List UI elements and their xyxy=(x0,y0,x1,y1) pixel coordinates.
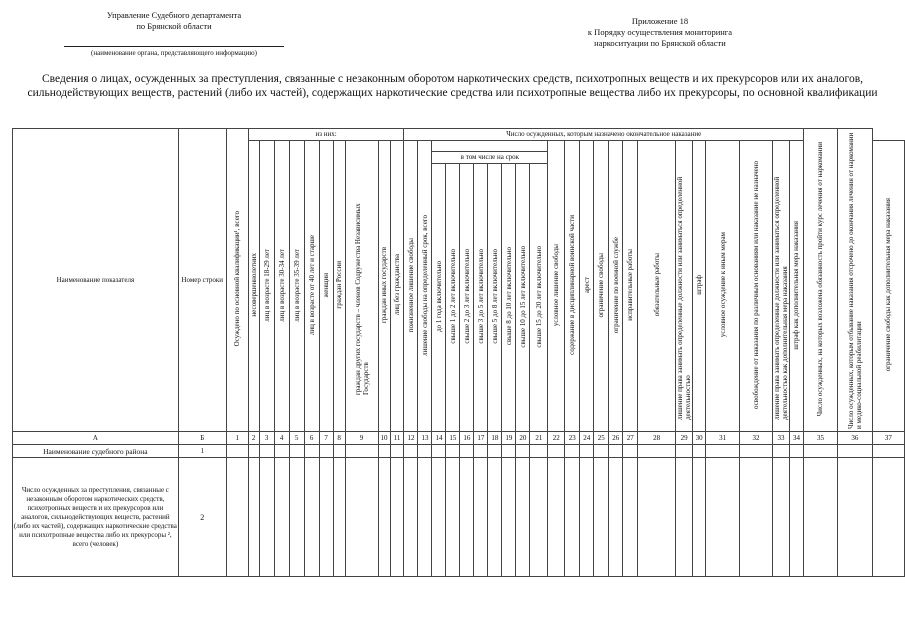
appendix-line-3: наркоситуации по Брянской области xyxy=(594,38,726,48)
column-header-term-5-text: свыше 5 до 8 лет включительно xyxy=(490,249,499,344)
data-cell-row1-col-11 xyxy=(390,445,404,458)
column-header-penalty-5 xyxy=(609,141,623,432)
data-cell-row1-col-16 xyxy=(460,445,474,458)
column-header-penalty-4 xyxy=(594,141,609,432)
column-number-11: 11 xyxy=(390,432,404,445)
column-number-18: 18 xyxy=(488,432,502,445)
column-header-penalty-9-text: штраф xyxy=(695,275,704,295)
column-header-term-3 xyxy=(460,164,474,432)
column-header-penalty-13-text: штраф как дополнительная мера наказания xyxy=(792,220,801,350)
column-number-26: 26 xyxy=(609,432,623,445)
data-cell-row2-col-20 xyxy=(516,458,530,577)
column-header-term-2-text: свыше 1 до 2 лет включительно xyxy=(448,249,457,344)
data-cell-row1-col-31 xyxy=(706,445,740,458)
column-number-31: 31 xyxy=(706,432,740,445)
data-cell-row1-col-26 xyxy=(609,445,623,458)
column-header-penalty-9 xyxy=(693,141,706,432)
column-header-of-them-5-text: лиц в возрасте от 40 лет и старше xyxy=(307,234,316,336)
data-cell-row2-col-4 xyxy=(274,458,289,577)
data-cell-row2-col-17 xyxy=(474,458,488,577)
column-header-fixed-term xyxy=(418,141,432,432)
column-number-7: 7 xyxy=(319,432,333,445)
column-header-deferred-sentence xyxy=(837,129,872,432)
data-cell-row2-col-12 xyxy=(404,458,418,577)
column-number-32: 32 xyxy=(740,432,773,445)
data-cell-row2-col-32 xyxy=(740,458,773,577)
column-group-of-them: из них: xyxy=(248,129,404,141)
column-number-21: 21 xyxy=(530,432,548,445)
row-label-court-district: Наименование судебного района xyxy=(13,445,179,458)
data-cell-row1-col-4 xyxy=(274,445,289,458)
table-row-convicted-count xyxy=(13,458,905,577)
column-header-term-1-text: до 1 года включительно xyxy=(434,260,443,332)
column-number-5: 5 xyxy=(289,432,304,445)
data-cell-row1-col-3 xyxy=(259,445,274,458)
column-header-term-6-text: свыше 8 до 10 лет включительно xyxy=(504,247,513,346)
data-cell-row2-col-11 xyxy=(390,458,404,577)
column-header-term-7-text: свыше 10 до 15 лет включительно xyxy=(518,245,527,348)
header-row-1 xyxy=(13,129,905,141)
column-header-term-8-text: свыше 15 до 20 лет включительно xyxy=(534,245,543,348)
data-cell-row1-col-18 xyxy=(488,445,502,458)
column-number-4: 4 xyxy=(274,432,289,445)
column-number-17: 17 xyxy=(474,432,488,445)
column-header-of-them-3 xyxy=(274,141,289,432)
org-caption: (наименование органа, представляющего информацию) xyxy=(64,46,284,59)
data-cell-row1-col-17 xyxy=(474,445,488,458)
column-number-22: 22 xyxy=(548,432,565,445)
data-cell-row2-col-35 xyxy=(803,458,837,577)
column-header-of-them-4 xyxy=(289,141,304,432)
data-cell-row2-col-2 xyxy=(248,458,259,577)
appendix-block xyxy=(560,16,760,49)
column-header-penalty-14 xyxy=(872,141,904,432)
column-number-36: 36 xyxy=(837,432,872,445)
data-cell-row1-col-35 xyxy=(803,445,837,458)
column-header-of-them-9-text: граждан иных государств xyxy=(380,246,388,323)
column-header-total-text: Осуждено по основной квалификации¹, всего xyxy=(233,211,242,347)
data-cell-row1-col-27 xyxy=(623,445,638,458)
column-header-of-them-1 xyxy=(248,141,259,432)
data-cell-row1-col-6 xyxy=(304,445,319,458)
column-number-37: 37 xyxy=(872,432,904,445)
column-number-6: 6 xyxy=(304,432,319,445)
column-letter-b: Б xyxy=(178,432,226,445)
column-number-8: 8 xyxy=(333,432,345,445)
data-cell-row1-col-25 xyxy=(594,445,609,458)
data-cell-row2-col-36 xyxy=(837,458,872,577)
data-cell-row2-col-7 xyxy=(319,458,333,577)
data-cell-row1-col-22 xyxy=(548,445,565,458)
column-header-penalty-10 xyxy=(706,141,740,432)
column-header-of-them-9 xyxy=(378,141,390,432)
data-cell-row2-col-23 xyxy=(565,458,580,577)
column-header-of-them-2-text: лиц в возрасте 18-29 лет xyxy=(262,248,271,322)
column-header-penalty-1-text: условное лишение свободы xyxy=(552,243,561,327)
data-cell-row1-col-28 xyxy=(638,445,676,458)
column-header-penalty-12-text: лишение права занимать определенные должности или заниматься определенной деятельностью как дополнительная мера наказания xyxy=(772,176,789,420)
column-header-penalty-6 xyxy=(623,141,638,432)
data-cell-row2-col-26 xyxy=(609,458,623,577)
column-number-27: 27 xyxy=(623,432,638,445)
column-number-20: 20 xyxy=(516,432,530,445)
org-name-line-1: Управление Судебного департамента xyxy=(106,10,242,20)
data-cell-row1-col-8 xyxy=(333,445,345,458)
column-header-of-them-6-text: женщин xyxy=(322,272,331,298)
data-cell-row1-col-7 xyxy=(319,445,333,458)
data-cell-row1-col-19 xyxy=(502,445,516,458)
data-cell-row2-col-22 xyxy=(548,458,565,577)
column-number-29: 29 xyxy=(676,432,693,445)
data-cell-row1-col-1 xyxy=(226,445,248,458)
column-header-term-2 xyxy=(446,164,460,432)
column-number-1: 1 xyxy=(226,432,248,445)
column-number-28: 28 xyxy=(638,432,676,445)
column-number-34: 34 xyxy=(789,432,803,445)
data-cell-row2-col-24 xyxy=(580,458,594,577)
column-header-penalty-4-text: ограничение свободы xyxy=(597,252,606,318)
data-cell-row1-col-10 xyxy=(378,445,390,458)
data-cell-row2-col-33 xyxy=(772,458,789,577)
column-header-penalty-2 xyxy=(565,141,580,432)
column-header-of-them-6 xyxy=(319,141,333,432)
column-header-term-8 xyxy=(530,164,548,432)
table-row-court-district xyxy=(13,445,905,458)
data-cell-row1-col-5 xyxy=(289,445,304,458)
column-header-of-them-10-text: лиц без гражданства xyxy=(392,254,401,316)
column-header-treatment-course-text: Число осужденных, на которых возложена обязанность пройти курс лечения от наркомании xyxy=(816,141,825,417)
column-group-sentenced: Число осужденных, которым назначено окончательное наказание xyxy=(404,129,803,141)
column-header-penalty-7 xyxy=(638,141,676,432)
column-header-treatment-course xyxy=(803,129,837,432)
column-header-of-them-3-text: лиц в возрасте 30-34 лет xyxy=(277,248,286,322)
data-cell-row2-col-27 xyxy=(623,458,638,577)
data-cell-row1-col-12 xyxy=(404,445,418,458)
data-cell-row2-col-13 xyxy=(418,458,432,577)
column-header-term-4-text: свыше 3 до 5 лет включительно xyxy=(476,249,485,344)
row-label-convicted-count: Число осужденных за преступления, связанные с незаконным оборотом наркотических средств, психотропных веществ и их прекурсоров или аналогов, сильнодействующих веществ, растений (либо их частей), содержащих наркотические средства или психотропные вещества либо их прекурсоры ², всего (человек) xyxy=(13,458,179,577)
column-header-penalty-8 xyxy=(676,141,693,432)
column-number-13: 13 xyxy=(418,432,432,445)
column-header-of-them-2 xyxy=(259,141,274,432)
column-group-incl-term: в том числе на срок xyxy=(432,152,548,164)
data-cell-row2-col-16 xyxy=(460,458,474,577)
column-number-23: 23 xyxy=(565,432,580,445)
data-cell-row2-col-28 xyxy=(638,458,676,577)
column-header-of-them-10 xyxy=(390,141,404,432)
statistics-form-table xyxy=(12,128,905,577)
column-number-2: 2 xyxy=(248,432,259,445)
column-number-16: 16 xyxy=(460,432,474,445)
column-header-total xyxy=(226,129,248,432)
column-header-life-imprisonment-text: пожизненное лишение свободы xyxy=(406,237,415,333)
data-cell-row2-col-30 xyxy=(693,458,706,577)
column-header-of-them-5 xyxy=(304,141,319,432)
column-header-penalty-13 xyxy=(789,141,803,432)
data-cell-row2-col-1 xyxy=(226,458,248,577)
data-cell-row1-col-9 xyxy=(345,445,378,458)
reporting-organization-block xyxy=(64,10,284,59)
data-cell-row2-col-25 xyxy=(594,458,609,577)
term-group-top-spacer xyxy=(432,141,548,152)
data-cell-row2-col-10 xyxy=(378,458,390,577)
data-cell-row2-col-3 xyxy=(259,458,274,577)
row-number-2: 2 xyxy=(178,458,226,577)
column-number-3: 3 xyxy=(259,432,274,445)
document-title: Сведения о лицах, осужденных за преступления, связанные с незаконным оборотом наркотических средств, психотропных веществ и их прекурсоров или их аналогов, сильнодействующих веществ, растений (либо их частей), содержащих наркотические средства или психотропные вещества либо их прекурсоры, по основной квалификации xyxy=(27,73,878,99)
column-header-of-them-8-text: граждан других государств – членов Содружества Независимых Государств xyxy=(353,203,370,395)
column-letter-a: А xyxy=(13,432,179,445)
data-cell-row1-col-30 xyxy=(693,445,706,458)
column-header-penalty-11 xyxy=(740,141,773,432)
data-cell-row1-col-14 xyxy=(432,445,446,458)
column-header-penalty-8-text: лишение права занимать определенные должности или заниматься определенной деятельностью xyxy=(676,176,693,420)
column-header-penalty-14-text: ограничение свободы как дополнительная мера наказания xyxy=(884,198,893,372)
data-cell-row2-col-37 xyxy=(872,458,904,577)
column-number-24: 24 xyxy=(580,432,594,445)
data-cell-row1-col-2 xyxy=(248,445,259,458)
column-number-14: 14 xyxy=(432,432,446,445)
column-header-indicator: Наименование показателя xyxy=(13,129,179,432)
column-header-term-1 xyxy=(432,164,446,432)
column-header-penalty-3-text: арест xyxy=(582,276,591,294)
data-cell-row1-col-23 xyxy=(565,445,580,458)
column-header-penalty-2-text: содержание в дисциплинарной воинской части xyxy=(568,215,577,355)
data-cell-row2-col-29 xyxy=(676,458,693,577)
column-header-of-them-1-text: несовершеннолетних xyxy=(249,253,258,317)
row-number-1: 1 xyxy=(178,445,226,458)
column-number-15: 15 xyxy=(446,432,460,445)
data-cell-row1-col-20 xyxy=(516,445,530,458)
column-number-10: 10 xyxy=(378,432,390,445)
column-header-fixed-term-text: лишение свободы на определенный срок, всего xyxy=(420,214,429,356)
column-header-of-them-7 xyxy=(333,141,345,432)
column-header-penalty-6-text: исправительные работы xyxy=(626,249,635,321)
column-header-penalty-10-text: условное осуждение к иным мерам xyxy=(718,232,727,338)
appendix-line-2: к Порядку осуществления мониторинга xyxy=(587,27,733,37)
column-number-33: 33 xyxy=(772,432,789,445)
column-header-row-number: Номер строки xyxy=(178,129,226,432)
column-number-30: 30 xyxy=(693,432,706,445)
column-header-of-them-8 xyxy=(345,141,378,432)
column-header-penalty-12 xyxy=(772,141,789,432)
data-cell-row2-col-6 xyxy=(304,458,319,577)
column-header-of-them-4-text: лиц в возрасте 35-39 лет xyxy=(292,248,301,322)
column-header-term-6 xyxy=(502,164,516,432)
data-cell-row1-col-32 xyxy=(740,445,773,458)
data-cell-row2-col-9 xyxy=(345,458,378,577)
data-cell-row2-col-19 xyxy=(502,458,516,577)
data-cell-row2-col-14 xyxy=(432,458,446,577)
column-header-term-3-text: свыше 2 до 3 лет включительно xyxy=(462,249,471,344)
column-number-25: 25 xyxy=(594,432,609,445)
column-number-9: 9 xyxy=(345,432,378,445)
data-cell-row2-col-31 xyxy=(706,458,740,577)
data-cell-row1-col-29 xyxy=(676,445,693,458)
data-cell-row2-col-34 xyxy=(789,458,803,577)
data-cell-row1-col-34 xyxy=(789,445,803,458)
column-header-term-7 xyxy=(516,164,530,432)
data-cell-row2-col-5 xyxy=(289,458,304,577)
data-cell-row1-col-13 xyxy=(418,445,432,458)
data-cell-row1-col-21 xyxy=(530,445,548,458)
appendix-line-1: Приложение 18 xyxy=(631,16,689,26)
column-header-deferred-sentence-text: Число осужденных, которым отбывание наказания отсрочено до окончания лечения от наркомании и медико-социальной реабилитации xyxy=(846,132,863,429)
column-header-penalty-11-text: освобождение от наказания по различным основаниям или наказание не назначено xyxy=(752,161,761,409)
column-header-term-5 xyxy=(488,164,502,432)
column-header-penalty-3 xyxy=(580,141,594,432)
data-cell-row1-col-36 xyxy=(837,445,872,458)
column-header-penalty-5-text: ограничение по военной службе xyxy=(611,236,620,334)
column-header-term-4 xyxy=(474,164,488,432)
column-header-life-imprisonment xyxy=(404,141,418,432)
data-cell-row1-col-37 xyxy=(872,445,904,458)
data-cell-row2-col-8 xyxy=(333,458,345,577)
column-header-penalty-7-text: обязательные работы xyxy=(652,253,661,317)
column-number-12: 12 xyxy=(404,432,418,445)
column-header-of-them-7-text: граждан России xyxy=(335,261,344,309)
data-cell-row1-col-24 xyxy=(580,445,594,458)
data-cell-row2-col-21 xyxy=(530,458,548,577)
column-header-penalty-1 xyxy=(548,141,565,432)
data-cell-row1-col-33 xyxy=(772,445,789,458)
data-cell-row1-col-15 xyxy=(446,445,460,458)
column-number-19: 19 xyxy=(502,432,516,445)
org-name-line-2: по Брянской области xyxy=(136,21,212,31)
data-cell-row2-col-15 xyxy=(446,458,460,577)
data-cell-row2-col-18 xyxy=(488,458,502,577)
column-number-35: 35 xyxy=(803,432,837,445)
column-number-row xyxy=(13,432,905,445)
